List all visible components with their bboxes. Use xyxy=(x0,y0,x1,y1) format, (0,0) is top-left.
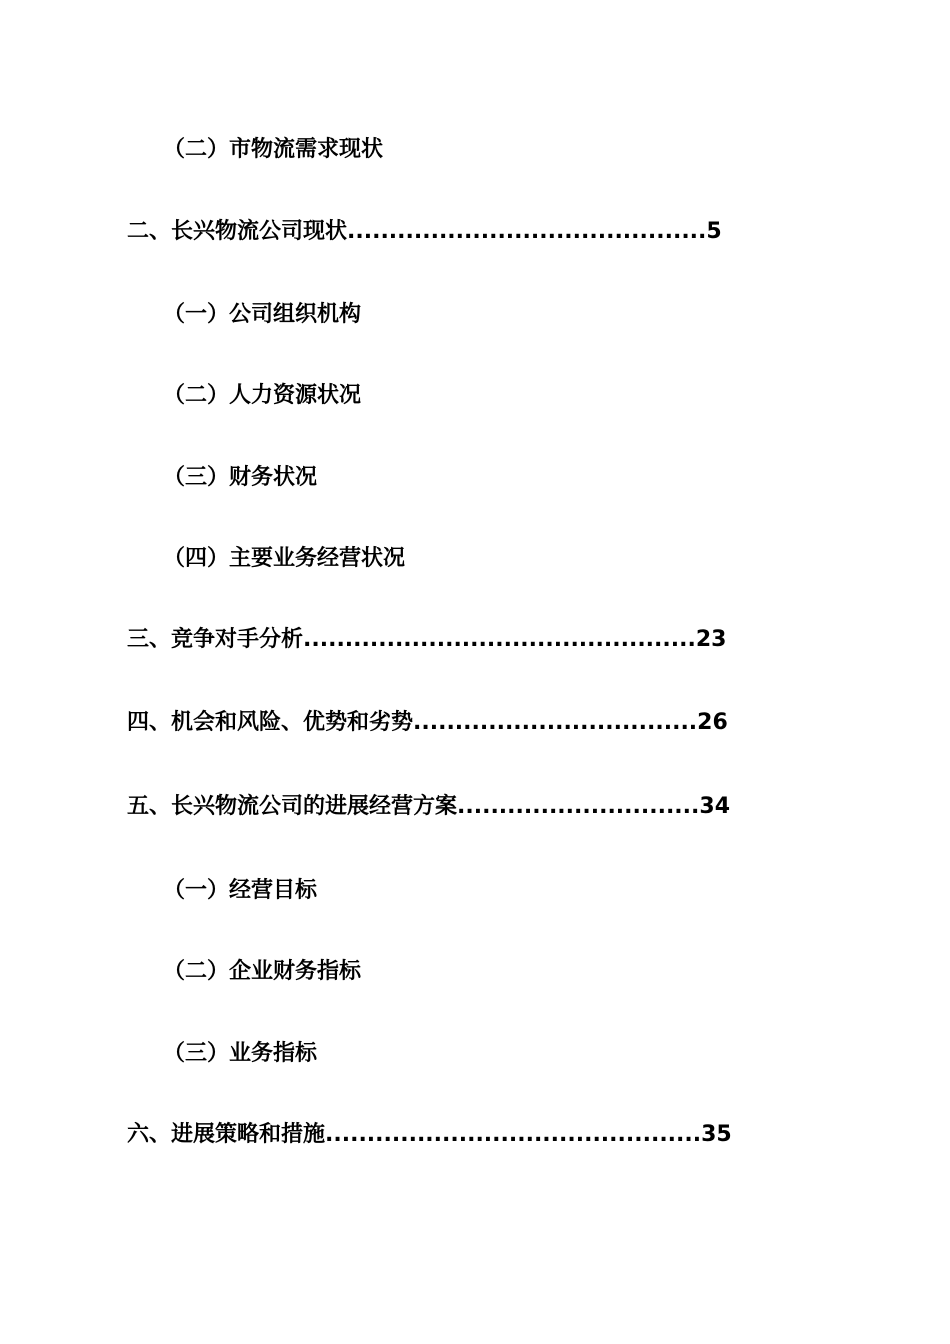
toc-entry xyxy=(163,958,361,986)
toc-entry xyxy=(127,793,730,821)
toc-entry-title: 三、竞争对手分析 xyxy=(127,627,304,652)
toc-leader-dots: ............................. xyxy=(457,794,700,819)
toc-entry-title: （二）人力资源状况 xyxy=(163,383,362,408)
toc-entry xyxy=(127,626,726,654)
toc-entry-title: （三）业务指标 xyxy=(163,1041,318,1066)
toc-entry xyxy=(127,1121,732,1149)
toc-entry-title: （二）企业财务指标 xyxy=(163,959,362,984)
toc-entry xyxy=(163,464,317,492)
toc-entry-title: （四）主要业务经营状况 xyxy=(163,546,406,571)
toc-entry-title: （二）市物流需求现状 xyxy=(163,137,384,162)
toc-entry xyxy=(163,382,361,410)
toc-entry xyxy=(127,709,728,737)
toc-leader-dots: ............................................. xyxy=(325,1122,702,1147)
toc-entry-title: 六、进展策略和措施 xyxy=(127,1122,326,1147)
toc-entry-title: （三）财务状况 xyxy=(163,465,318,490)
toc-entry-title: 四、机会和风险、优势和劣势 xyxy=(127,710,414,735)
toc-leader-dots: .................................. xyxy=(413,710,698,735)
toc-entry xyxy=(163,136,383,164)
toc-entry xyxy=(163,877,317,905)
toc-entry-title: （一）经营目标 xyxy=(163,878,318,903)
toc-page-number: 23 xyxy=(695,627,727,652)
toc-leader-dots: ............................................... xyxy=(303,627,696,652)
toc-entry xyxy=(163,1040,317,1068)
toc-entry xyxy=(163,545,405,573)
toc-entry xyxy=(163,301,361,329)
toc-entry-title: 二、长兴物流公司现状 xyxy=(127,219,348,244)
toc-entry-title: 五、长兴物流公司的进展经营方案 xyxy=(127,794,458,819)
toc-page-number: 35 xyxy=(701,1122,732,1147)
toc-page-number: 5 xyxy=(706,219,722,244)
toc-entry xyxy=(127,218,722,246)
toc-page-number: 34 xyxy=(699,794,731,819)
toc-page-number: 26 xyxy=(697,710,728,735)
toc-leader-dots: ........................................... xyxy=(347,219,707,244)
toc-entry-title: （一）公司组织机构 xyxy=(163,302,362,327)
